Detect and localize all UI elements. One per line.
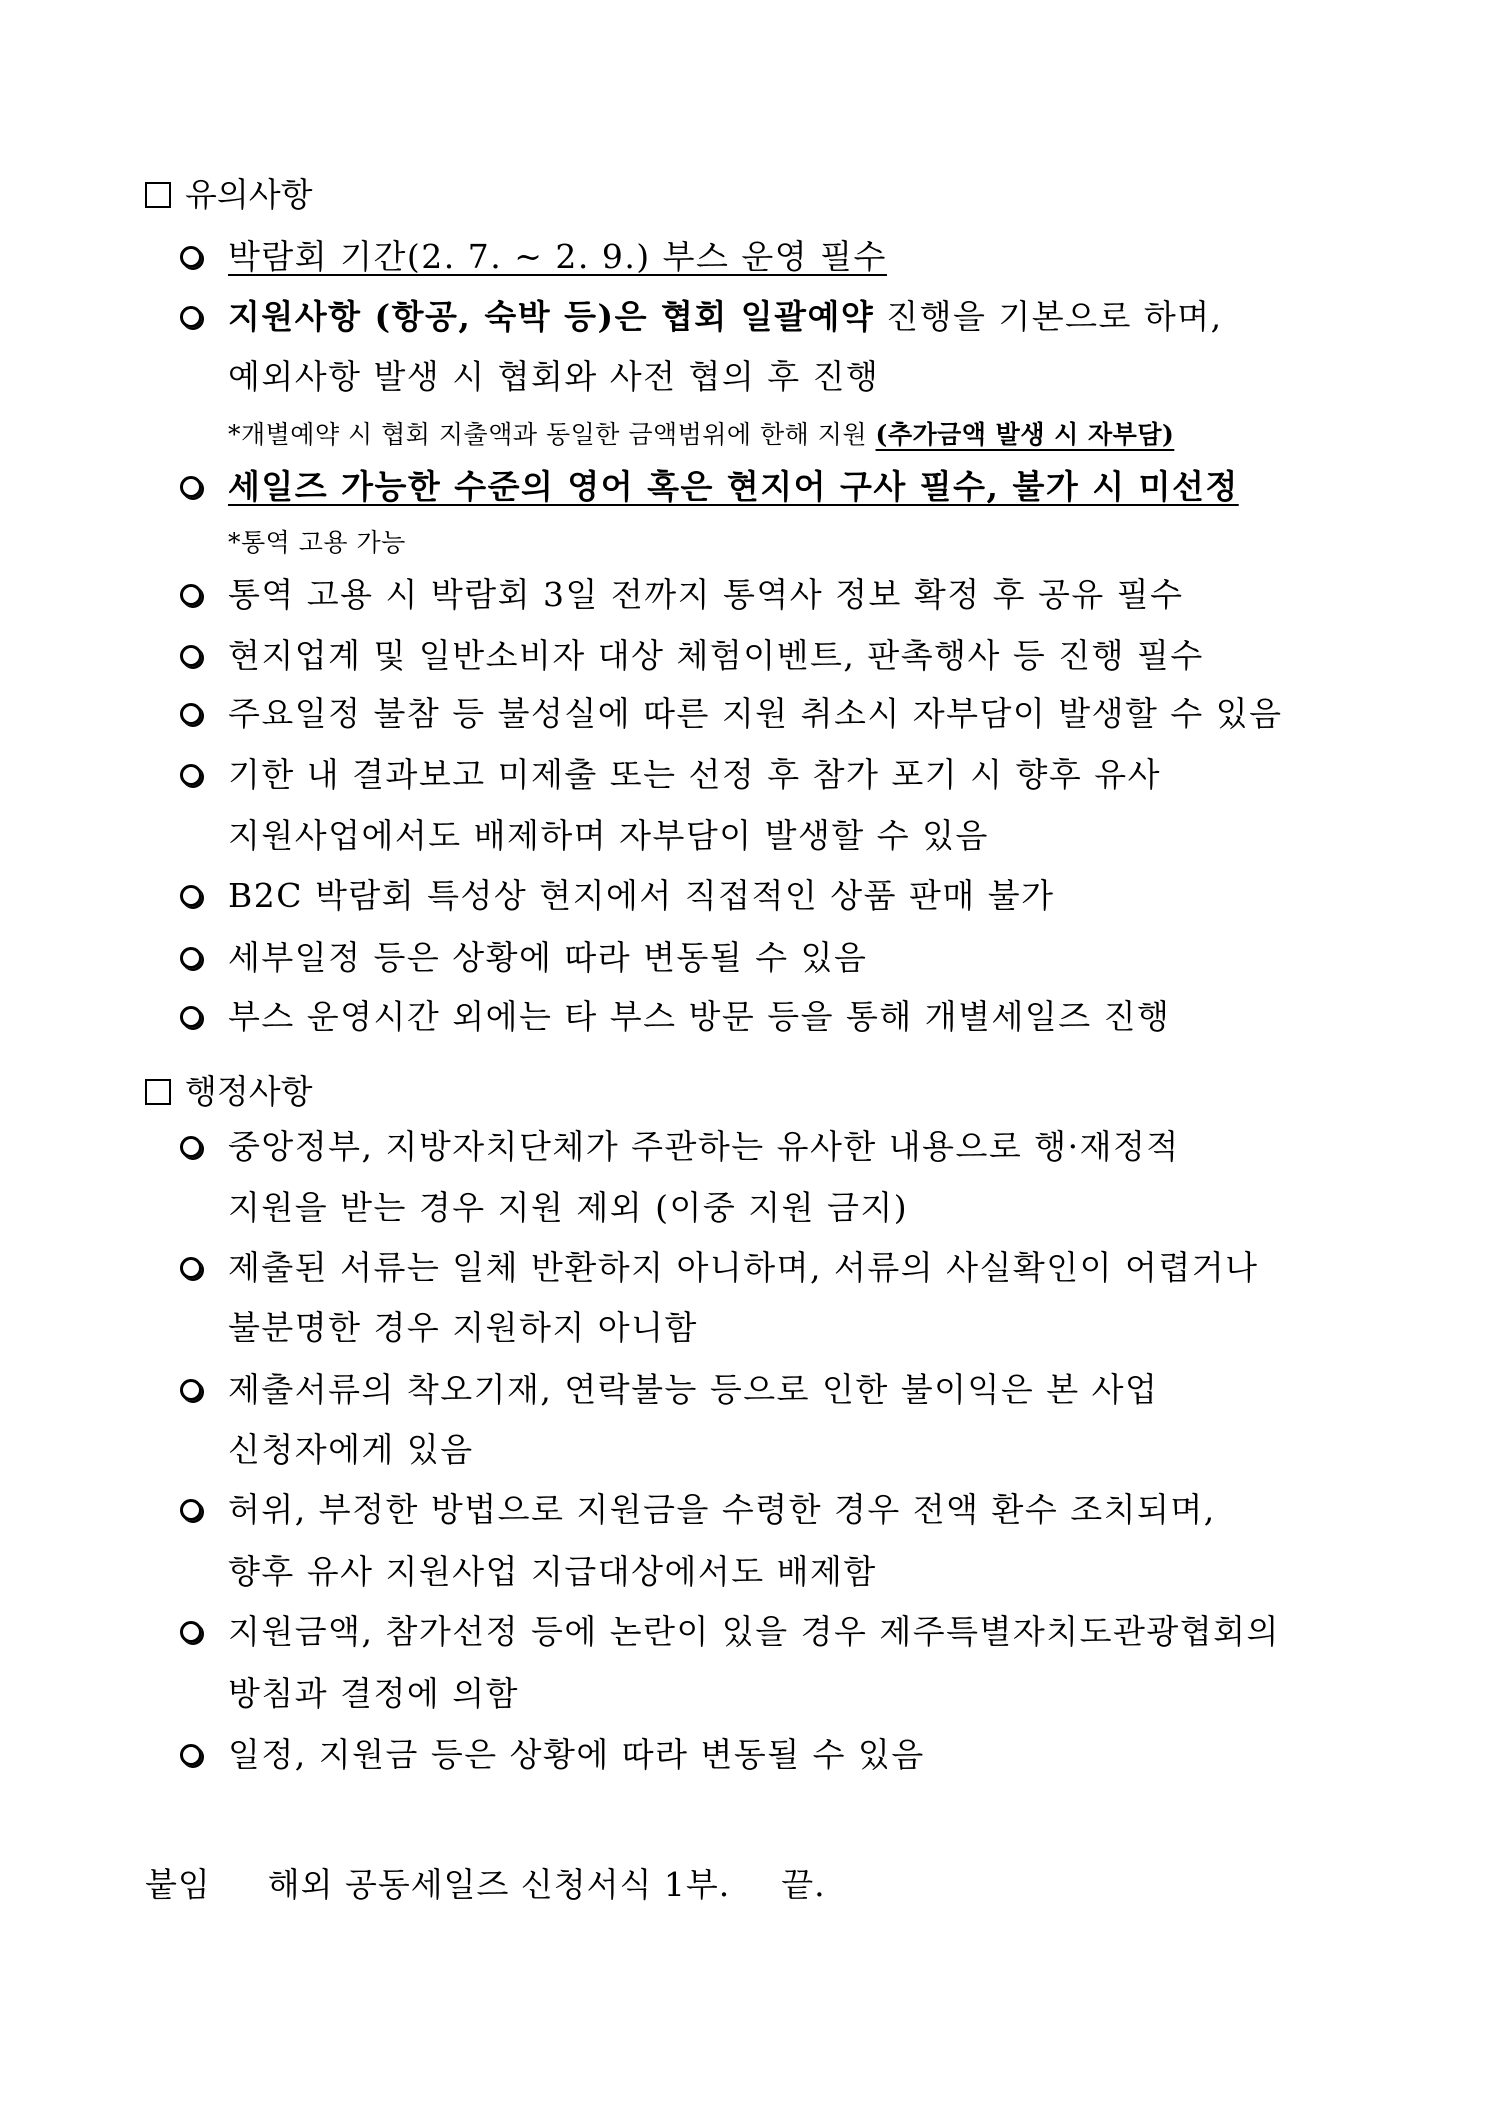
item-text: 세일즈 가능한 수준의 영어 혹은 현지어 구사 필수, 불가 시 미선정 (228, 467, 1239, 506)
item-text: 세부일정 등은 상황에 따라 변동될 수 있음 (228, 938, 868, 977)
circle-bullet-icon (180, 764, 202, 786)
item-continuation: 불분명한 경우 지원하지 아니함 (228, 1308, 698, 1347)
item-note: *통역 고용 가능 (228, 528, 406, 557)
item-text: 박람회 기간(2. 7. ~ 2. 9.) 부스 운영 필수 (228, 237, 887, 276)
circle-bullet-icon (180, 476, 202, 498)
list-item (0, 1370, 1488, 1409)
item-text-rest: 진행을 기본으로 하며, (874, 297, 1223, 336)
item-text: 부스 운영시간 외에는 타 부스 방문 등을 통해 개별세일즈 진행 (228, 997, 1171, 1036)
square-bullet-icon (145, 1079, 171, 1105)
attachment-text: 해외 공동세일즈 신청서식 1부. (267, 1865, 731, 1904)
list-item (0, 575, 1488, 614)
circle-bullet-icon (180, 1136, 202, 1158)
circle-bullet-icon (180, 1006, 202, 1028)
list-item (0, 1735, 1488, 1774)
list-item (0, 1248, 1488, 1287)
circle-bullet-icon (180, 1257, 202, 1279)
list-item (0, 237, 1488, 276)
item-text: 허위, 부정한 방법으로 지원금을 수령한 경우 전액 환수 조치되며, (228, 1490, 1216, 1529)
item-continuation: 향후 유사 지원사업 지급대상에서도 배제함 (228, 1552, 877, 1591)
note-text: *개별예약 시 협회 지출액과 동일한 금액범위에 한해 지원 (228, 420, 876, 449)
circle-bullet-icon (180, 1744, 202, 1766)
item-text: B2C 박람회 특성상 현지에서 직접적인 상품 판매 불가 (228, 876, 1055, 915)
list-item (0, 1127, 1488, 1166)
list-item (0, 694, 1488, 733)
circle-bullet-icon (180, 1621, 202, 1643)
item-text: 현지업계 및 일반소비자 대상 체험이벤트, 판촉행사 등 진행 필수 (228, 636, 1204, 675)
item-continuation: 지원을 받는 경우 지원 제외 (이중 지원 금지) (228, 1188, 909, 1227)
circle-bullet-icon (180, 306, 202, 328)
circle-bullet-icon (180, 947, 202, 969)
circle-bullet-icon (180, 1499, 202, 1521)
circle-bullet-icon (180, 885, 202, 907)
item-text: 중앙정부, 지방자치단체가 주관하는 유사한 내용으로 행·재정적 (228, 1127, 1180, 1166)
item-continuation: 방침과 결정에 의함 (228, 1674, 520, 1713)
section-title: 유의사항 (185, 175, 313, 214)
note-underlined-text: (추가금액 발생 시 자부담) (875, 420, 1175, 449)
item-text (228, 297, 1223, 336)
item-continuation: 예외사항 발생 시 협회와 사전 협의 후 진행 (228, 357, 880, 396)
item-note (228, 422, 1174, 447)
section-heading-notes (145, 175, 313, 214)
section-heading-admin (145, 1072, 313, 1111)
item-text: 지원금액, 참가선정 등에 논란이 있을 경우 제주특별자치도관광협회의 (228, 1612, 1280, 1651)
circle-bullet-icon (180, 703, 202, 725)
list-item (0, 467, 1488, 506)
document-end-mark: 끝. (781, 1865, 826, 1904)
circle-bullet-icon (180, 584, 202, 606)
section-title: 행정사항 (185, 1072, 313, 1111)
item-text: 통역 고용 시 박람회 3일 전까지 통역사 정보 확정 후 공유 필수 (228, 575, 1184, 614)
list-item (0, 876, 1488, 915)
item-continuation: 신청자에게 있음 (228, 1430, 474, 1469)
list-item (0, 297, 1488, 336)
item-text: 제출된 서류는 일체 반환하지 아니하며, 서류의 사실확인이 어렵거나 (228, 1248, 1259, 1287)
square-bullet-icon (145, 182, 171, 208)
attachment-line (145, 1865, 826, 1904)
list-item (0, 755, 1488, 794)
item-text: 기한 내 결과보고 미제출 또는 선정 후 참가 포기 시 향후 유사 (228, 755, 1161, 794)
circle-bullet-icon (180, 1379, 202, 1401)
item-continuation: 지원사업에서도 배제하며 자부담이 발생할 수 있음 (228, 816, 989, 855)
item-text-bold: 지원사항 (항공, 숙박 등)은 협회 일괄예약 (228, 297, 875, 336)
list-item (0, 1490, 1488, 1529)
list-item (0, 938, 1488, 977)
attachment-label: 붙임 (145, 1865, 211, 1904)
item-text: 제출서류의 착오기재, 연락불능 등으로 인한 불이익은 본 사업 (228, 1370, 1159, 1409)
list-item (0, 636, 1488, 675)
item-text: 일정, 지원금 등은 상황에 따라 변동될 수 있음 (228, 1735, 925, 1774)
item-text: 주요일정 불참 등 불성실에 따른 지원 취소시 자부담이 발생할 수 있음 (228, 694, 1283, 733)
circle-bullet-icon (180, 246, 202, 268)
list-item (0, 997, 1488, 1036)
list-item (0, 1612, 1488, 1651)
circle-bullet-icon (180, 645, 202, 667)
